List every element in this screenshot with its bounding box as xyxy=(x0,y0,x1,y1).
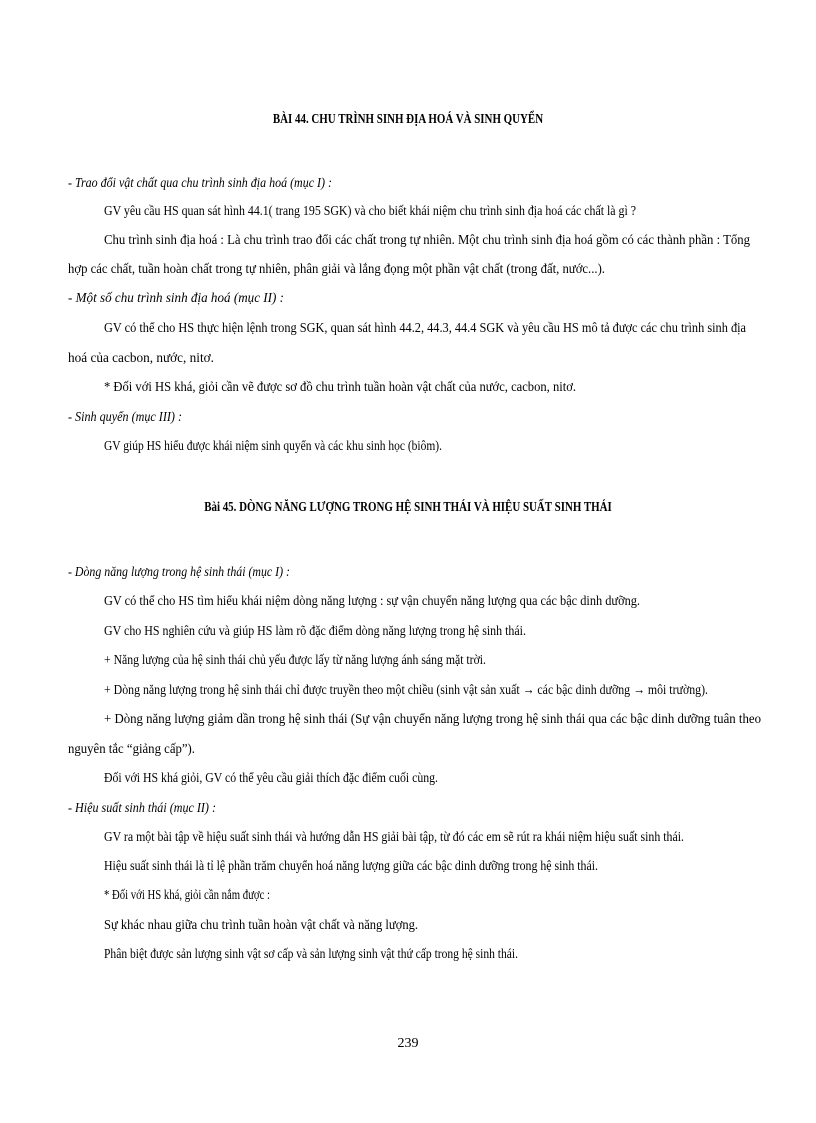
paragraph: + Dòng năng lượng giảm dần trong hệ sinh thái (Sự vận chuyển năng lượng trong hệ sinh thái qua các bậc dinh dưỡng tuân theo xyxy=(104,712,761,727)
lesson-44-title: BÀI 44. CHU TRÌNH SINH ĐỊA HOÁ VÀ SINH QUYỂN xyxy=(272,112,544,127)
paragraph: nguyên tắc “giảng cấp”). xyxy=(68,742,195,757)
paragraph: hoá của cacbon, nước, nitơ. xyxy=(68,351,214,366)
page-number: 239 xyxy=(397,1036,419,1051)
paragraph: Phân biệt được sản lượng sinh vật sơ cấp và sản lượng sinh vật thứ cấp trong hệ sinh thái. xyxy=(104,947,518,962)
paragraph: + Năng lượng của hệ sinh thái chủ yếu được lấy từ năng lượng ánh sáng mặt trời. xyxy=(104,653,486,668)
paragraph: Hiệu suất sinh thái là tỉ lệ phần trăm chuyển hoá năng lượng giữa các bậc dinh dưỡng trong hệ sinh thái. xyxy=(104,859,598,874)
paragraph: Đối với HS khá giỏi, GV có thể yêu cầu giải thích đặc điểm cuối cùng. xyxy=(104,771,438,786)
paragraph: GV cho HS nghiên cứu và giúp HS làm rõ đặc điểm dòng năng lượng trong hệ sinh thái. xyxy=(104,624,526,639)
paragraph: + Dòng năng lượng trong hệ sinh thái chỉ được truyền theo một chiều (sinh vật sản xuất → các bậc dinh dưỡng → môi trường). xyxy=(104,683,708,698)
paragraph: GV ra một bài tập về hiệu suất sinh thái và hướng dẫn HS giải bài tập, từ đó các em sẽ rút ra khái niệm hiệu suất sinh thái. xyxy=(104,830,684,845)
paragraph: GV có thể cho HS thực hiện lệnh trong SGK, quan sát hình 44.2, 44.3, 44.4 SGK và yêu cầu HS mô tả được các chu trình sinh địa xyxy=(104,321,746,336)
lesson-45-title: Bài 45. DÒNG NĂNG LƯỢNG TRONG HỆ SINH THÁI VÀ HIỆU SUẤT SINH THÁI xyxy=(204,500,612,515)
paragraph: GV có thể cho HS tìm hiểu khái niệm dòng năng lượng : sự vận chuyển năng lượng qua các bậc dinh dưỡng. xyxy=(104,594,640,609)
section-heading-biogeochemical-cycles: - Một số chu trình sinh địa hoá (mục II) : xyxy=(68,291,284,306)
paragraph: hợp các chất, tuần hoàn chất trong tự nhiên, phân giải và lắng đọng một phần vật chất (trong đất, nước...). xyxy=(68,262,605,277)
paragraph: Sự khác nhau giữa chu trình tuần hoàn vật chất và năng lượng. xyxy=(104,918,418,933)
section-heading-material-exchange: - Trao đổi vật chất qua chu trình sinh địa hoá (mục I) : xyxy=(68,176,332,191)
paragraph: * Đối với HS khá, giỏi cần vẽ được sơ đồ chu trình tuần hoàn vật chất của nước, cacbon, nitơ. xyxy=(104,380,576,395)
section-heading-biosphere: - Sinh quyển (mục III) : xyxy=(68,410,182,425)
paragraph: GV giúp HS hiểu được khái niệm sinh quyển và các khu sinh học (biôm). xyxy=(104,439,442,454)
section-heading-ecological-efficiency: - Hiệu suất sinh thái (mục II) : xyxy=(68,801,216,816)
paragraph: GV yêu cầu HS quan sát hình 44.1( trang 195 SGK) và cho biết khái niệm chu trình sinh địa hoá các chất là gì ? xyxy=(104,204,636,219)
paragraph: * Đối với HS khá, giỏi cần nắm được : xyxy=(104,888,270,903)
paragraph: Chu trình sinh địa hoá : Là chu trình trao đổi các chất trong tự nhiên. Một chu trình sinh địa hoá gồm có các thành phần : Tổng xyxy=(104,233,750,248)
section-heading-energy-flow: - Dòng năng lượng trong hệ sinh thái (mục I) : xyxy=(68,565,290,580)
